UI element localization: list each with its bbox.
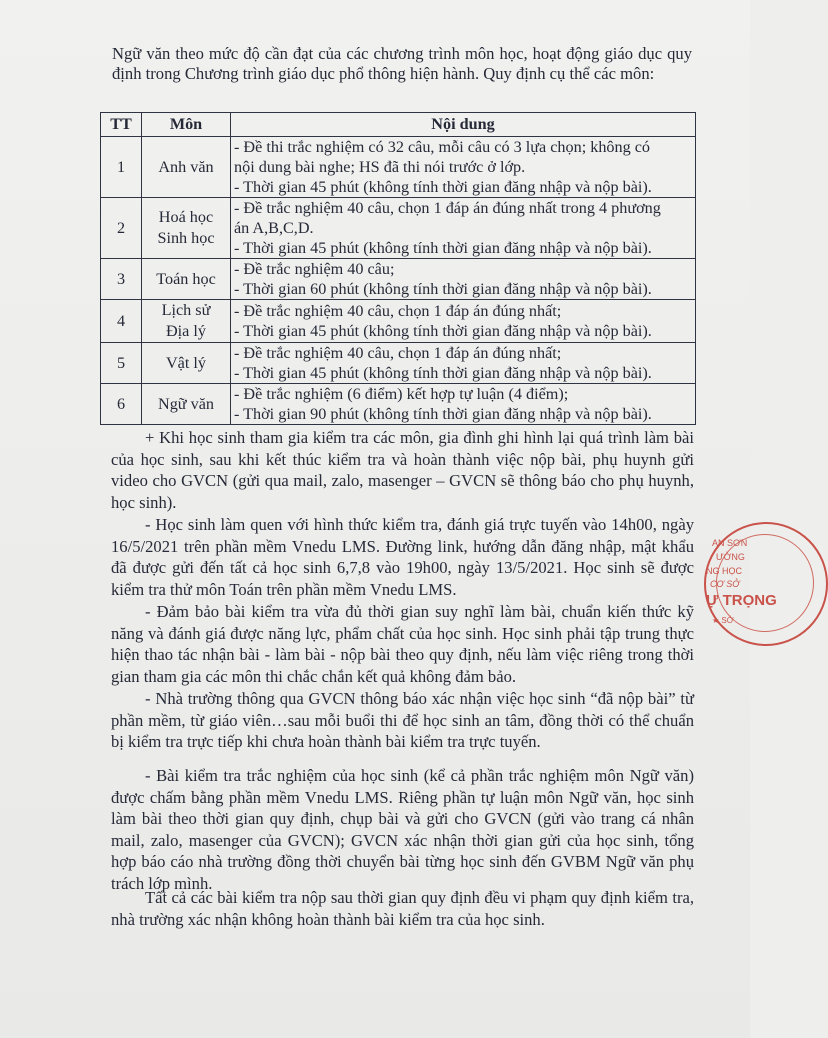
content-line: - Đề thi trắc nghiệm có 32 câu, mỗi câu có 3 lựa chọn; không có — [234, 138, 651, 156]
cell-mon — [142, 137, 231, 198]
table-row — [101, 137, 696, 198]
subject-name: Toán học — [156, 269, 216, 288]
cell-tt: 5 — [101, 343, 142, 384]
cell-mon — [142, 198, 231, 259]
paragraph-time-quality: - Đảm bảo bài kiểm tra vừa đủ thời gian suy nghĩ làm bài, chuẩn kiến thức kỹ năng và đánh giá được năng lực, phẩm chất của học sinh. Học sinh phải tập trung thực hiện thao tác nhận bài - làm bài - nộp bài theo quy định, nếu làm việc riêng trong thời gian tham gia các môn thi chắc chắn kết quả không đảm bảo. — [111, 602, 694, 686]
paragraph-late-submission: Tất cả các bài kiểm tra nộp sau thời gian quy định đều vi phạm quy định kiểm tra, nhà trường xác nhận không hoàn thành bài kiểm tra của học sinh. — [111, 888, 694, 929]
paragraph-trial-test: - Học sinh làm quen với hình thức kiểm tra, đánh giá trực tuyến vào 14h00, ngày 16/5/2021 trên phần mềm Vnedu LMS. Đường link, hướng dẫn đăng nhập, mật khẩu đã được gửi đến tất cả học sinh 6,7,8 vào 19h00, ngày 13/5/2021. Học sinh sẽ được kiểm tra thử môn Toán trên phần mềm Vnedu LMS. — [111, 515, 694, 599]
content-line: - Đề trắc nghiệm 40 câu, chọn 1 đáp án đúng nhất trong 4 phương — [234, 199, 661, 217]
paragraph-recording: + Khi học sinh tham gia kiểm tra các môn, gia đình ghi hình lại quá trình làm bài của học sinh, sau khi kết thúc kiểm tra và hoàn thành việc nộp bài, phụ huynh gửi video cho GVCN (gửi qua mail, zalo, masenger – GVCN sẽ thông báo cho phụ huynh, học sinh). — [111, 428, 694, 512]
stamp-text: AN SƠN — [712, 538, 748, 548]
cell-mon — [142, 259, 231, 300]
header-tt: TT — [101, 113, 142, 137]
content-line: - Thời gian 45 phút (không tính thời gian đăng nhập và nộp bài). — [234, 239, 652, 257]
content-line: nội dung bài nghe; HS đã thi nói trước ở lớp. — [234, 158, 526, 176]
header-mon: Môn — [142, 113, 231, 137]
cell-mon — [142, 384, 231, 425]
cell-noi-dung — [231, 198, 696, 259]
content-line: - Đề trắc nghiệm (6 điểm) kết hợp tự luận (4 điểm); — [234, 385, 569, 403]
table-header-row — [101, 113, 696, 137]
subject-name: Hoá học — [158, 208, 214, 226]
subject-name: Vật lý — [165, 353, 206, 372]
table-row — [101, 300, 696, 343]
table-row — [101, 259, 696, 300]
cell-mon — [142, 300, 231, 343]
cell-noi-dung — [231, 259, 696, 300]
subjects-table — [100, 112, 696, 425]
stamp-text: ƯỜNG — [716, 552, 745, 562]
cell-noi-dung — [231, 137, 696, 198]
subject-name: Ngữ văn — [158, 394, 214, 413]
paragraph-grading: - Bài kiểm tra trắc nghiệm của học sinh (kể cả phần trắc nghiệm môn Ngữ văn) được chấm bằng phần mềm Vnedu LMS. Riêng phần tự luận môn Ngữ văn, học sinh làm bài theo thời gian quy định, chụp bài và gửi cho GVCN (gửi vào trang cá nhân mail, zalo, masenger của GVCN); GVCN xác nhận thời gian gửi của học sinh, tổng hợp báo cáo nhà trường đồng thời chuyển bài từng học sinh đến GVBM Ngữ văn phụ trách lớp mình. — [111, 766, 694, 893]
content-line: án A,B,C,D. — [234, 219, 314, 237]
stamp-text: Ự TRỌNG — [706, 592, 777, 609]
stamp-text: ★ SỞ — [712, 616, 734, 625]
cell-noi-dung — [231, 384, 696, 425]
subject-name: Anh văn — [158, 157, 214, 176]
subject-name: Lịch sử — [161, 301, 211, 319]
table-row — [101, 343, 696, 384]
content-line: - Đề trắc nghiệm 40 câu; — [234, 260, 395, 278]
cell-mon — [142, 343, 231, 384]
content-line: - Thời gian 45 phút (không tính thời gian đăng nhập và nộp bài). — [234, 364, 652, 382]
content-line: - Thời gian 90 phút (không tính thời gian đăng nhập và nộp bài). — [234, 405, 652, 423]
content-line: - Đề trắc nghiệm 40 câu, chọn 1 đáp án đúng nhất; — [234, 344, 562, 362]
cell-tt: 6 — [101, 384, 142, 425]
cell-noi-dung — [231, 343, 696, 384]
intro-paragraph: Ngữ văn theo mức độ cần đạt của các chương trình môn học, hoạt động giáo dục quy định trong Chương trình giáo dục phổ thông hiện hành. Quy định cụ thể các môn: — [112, 44, 692, 83]
subject-name: Địa lý — [165, 322, 206, 340]
paragraph-submission-confirm: - Nhà trường thông qua GVCN thông báo xác nhận việc học sinh “đã nộp bài” từ phần mềm, từ giáo viên…sau mỗi buổi thi để học sinh an tâm, đồng thời có thể chuẩn bị kiểm tra trực tiếp khi chưa hoàn thành bài kiểm tra trực tuyến. — [111, 689, 694, 751]
cell-tt: 2 — [101, 198, 142, 259]
content-line: - Thời gian 45 phút (không tính thời gian đăng nhập và nộp bài). — [234, 322, 652, 340]
school-stamp — [704, 522, 828, 646]
cell-tt: 4 — [101, 300, 142, 343]
subject-name: Sinh học — [157, 229, 215, 247]
table-row — [101, 198, 696, 259]
content-line: - Thời gian 45 phút (không tính thời gian đăng nhập và nộp bài). — [234, 178, 652, 196]
stamp-text: NG HỌC — [706, 566, 742, 576]
stamp-text: CƠ SỞ — [710, 579, 740, 589]
content-line: - Thời gian 60 phút (không tính thời gian đăng nhập và nộp bài). — [234, 280, 652, 298]
cell-tt: 3 — [101, 259, 142, 300]
cell-noi-dung — [231, 300, 696, 343]
content-line: - Đề trắc nghiệm 40 câu, chọn 1 đáp án đúng nhất; — [234, 302, 562, 320]
cell-tt: 1 — [101, 137, 142, 198]
header-noi-dung: Nội dung — [231, 113, 696, 137]
table-row — [101, 384, 696, 425]
